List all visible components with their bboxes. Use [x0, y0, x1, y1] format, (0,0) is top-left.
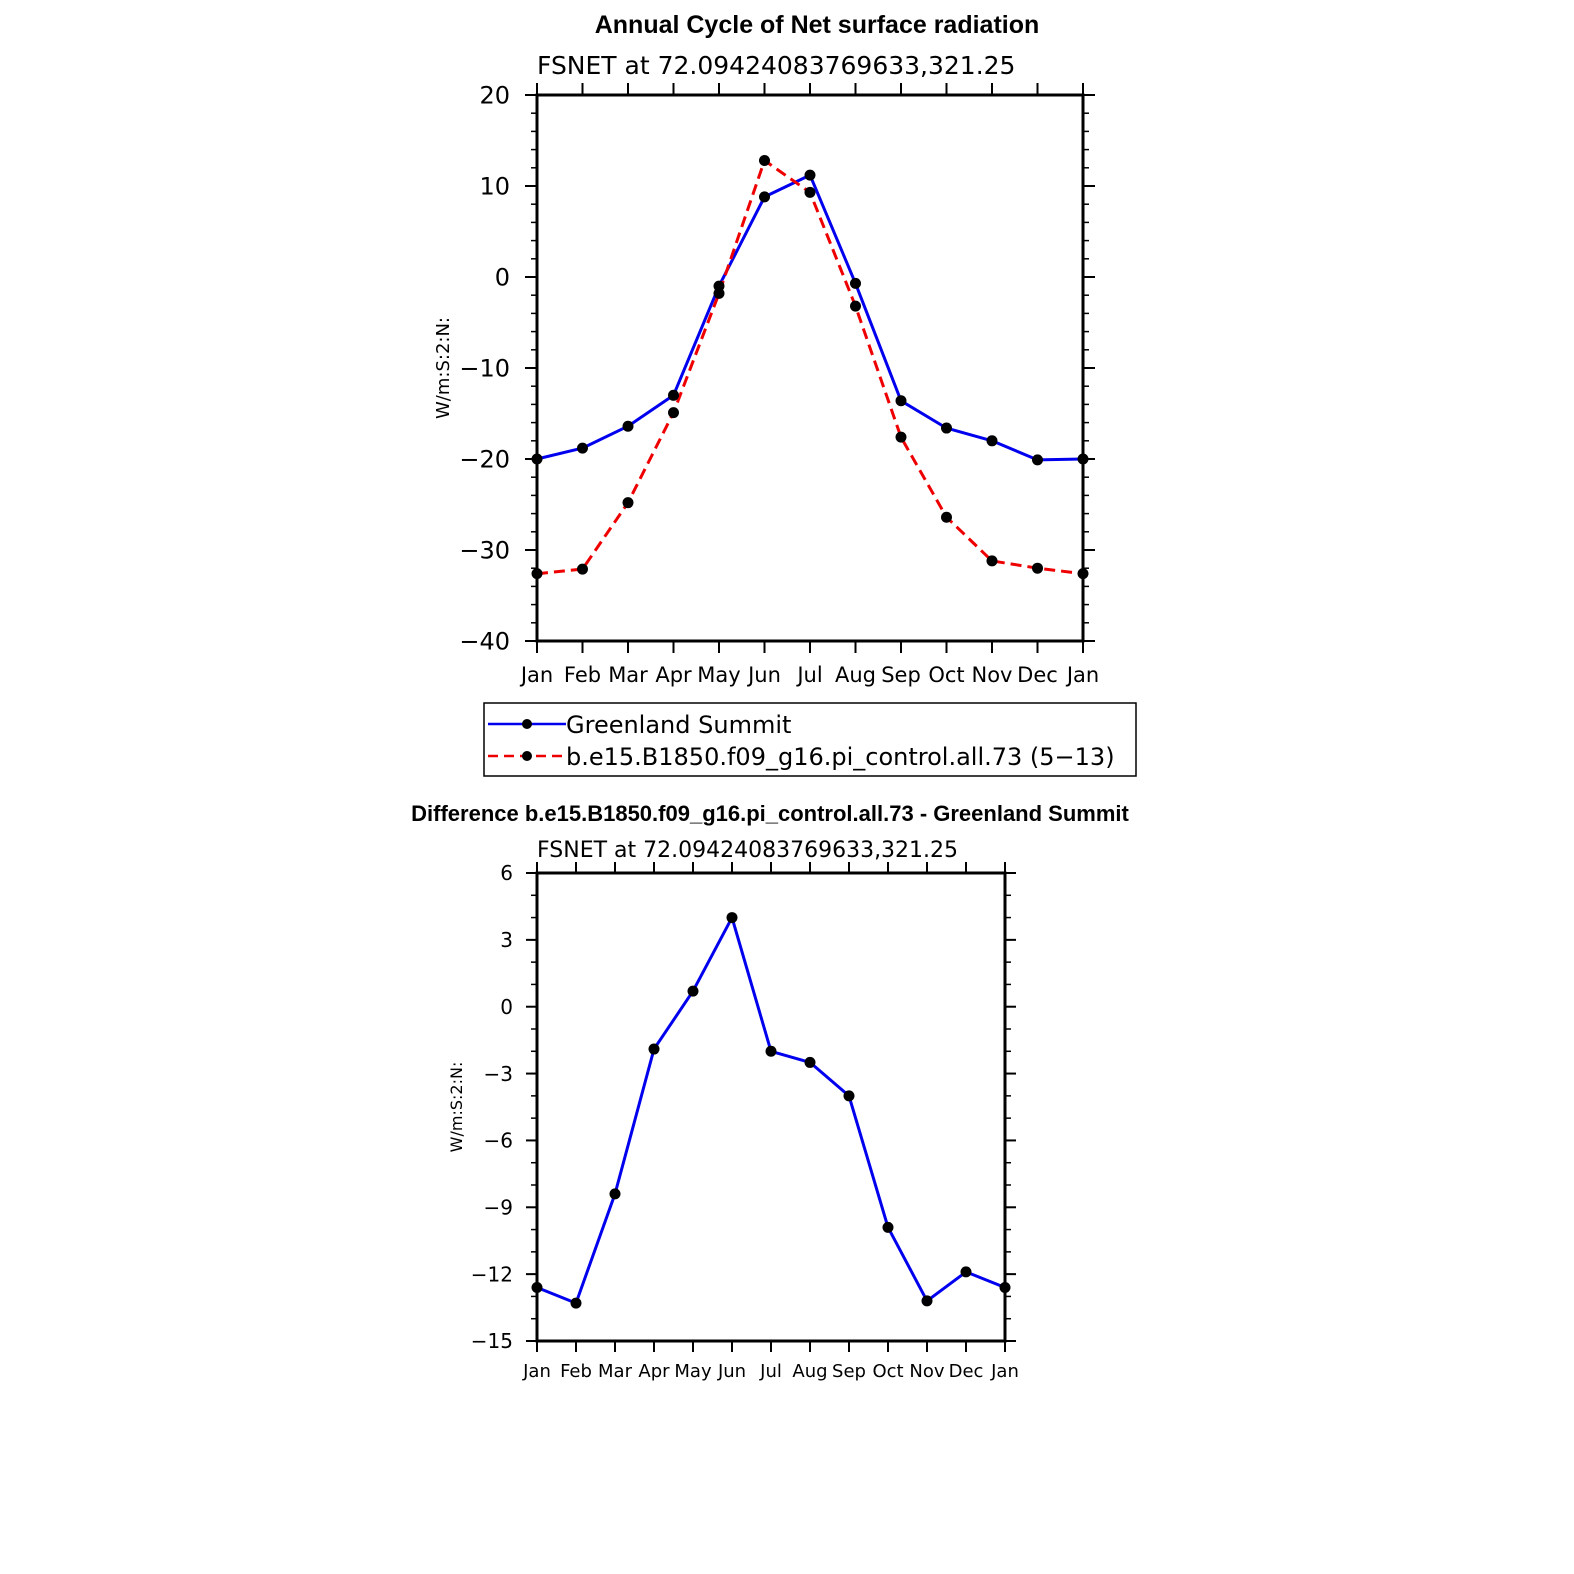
y-tick-label: −40 [459, 627, 510, 656]
series-layer [532, 912, 1011, 1309]
x-tick-label: Feb [560, 1361, 592, 1382]
data-point [668, 390, 679, 401]
x-tick-label: Jan [1066, 663, 1100, 687]
legend-label-1: Greenland Summit [566, 711, 792, 739]
data-point [883, 1222, 894, 1233]
x-tick-label: May [697, 663, 741, 687]
data-point [844, 1090, 855, 1101]
x-tick-label: Nov [971, 663, 1013, 687]
data-point [610, 1188, 621, 1199]
x-tick-label: Sep [881, 663, 921, 687]
series-layer [532, 155, 1089, 579]
y-tick-label: 20 [479, 81, 510, 110]
x-tick-label: Dec [1017, 663, 1058, 687]
data-point [759, 191, 770, 202]
x-tick-label: Oct [928, 663, 965, 687]
x-tick-label: Mar [608, 663, 648, 687]
data-point [805, 170, 816, 181]
chart-title: Annual Cycle of Net surface radiation [594, 11, 1040, 39]
x-tick-label: Aug [792, 1361, 828, 1382]
x-tick-label: Jun [748, 663, 781, 687]
x-tick-label: Jan [523, 1361, 551, 1382]
y-tick-label: −30 [459, 536, 510, 565]
data-point [727, 912, 738, 923]
data-point [623, 421, 634, 432]
x-tick-label: Sep [832, 1361, 866, 1382]
difference-chart [411, 801, 1129, 1382]
legend [484, 703, 1136, 776]
data-point [896, 395, 907, 406]
legend-marker-1 [522, 719, 532, 729]
data-point [987, 555, 998, 566]
x-tick-label: Dec [948, 1361, 984, 1382]
x-tick-label: Feb [563, 663, 602, 687]
data-point [850, 278, 861, 289]
data-point [571, 1298, 582, 1309]
data-point [922, 1295, 933, 1306]
y-axis-label: W/m:S:2:N: [447, 1061, 466, 1153]
x-tick-label: Jul [760, 1361, 782, 1382]
data-point [766, 1046, 777, 1057]
annual-cycle-chart [433, 11, 1099, 687]
data-point [623, 497, 634, 508]
y-tick-label: 0 [500, 994, 513, 1019]
data-point [688, 986, 699, 997]
data-point [1032, 563, 1043, 574]
data-point [577, 443, 588, 454]
data-point [941, 423, 952, 434]
legend-entry-pi-control [488, 743, 1115, 771]
y-tick-label: −15 [470, 1329, 513, 1354]
data-point [759, 155, 770, 166]
y-axis-label: W/m:S:2:N: [433, 317, 454, 419]
data-point [1032, 454, 1043, 465]
plot-frame [537, 873, 1005, 1341]
chart-title: Difference b.e15.B1850.f09_g16.pi_control.all.73 - Greenland Summit [411, 801, 1129, 826]
data-point [714, 288, 725, 299]
data-point [961, 1266, 972, 1277]
y-tick-label: −10 [459, 354, 510, 383]
legend-label-2: b.e15.B1850.f09_g16.pi_control.all.73 (5−13) [566, 743, 1115, 771]
data-point [668, 407, 679, 418]
y-tick-label: −20 [459, 445, 510, 474]
y-tick-label: 6 [500, 861, 513, 886]
y-tick-label: 3 [500, 928, 513, 953]
series-line-1 [537, 175, 1083, 460]
x-tick-labels [522, 1361, 1019, 1382]
y-tick-label: 10 [479, 172, 510, 201]
x-tick-label: Jan [991, 1361, 1019, 1382]
x-tick-label: May [674, 1361, 712, 1382]
x-tick-label: Mar [598, 1361, 632, 1382]
x-tick-label: Jan [520, 663, 554, 687]
data-point [805, 1057, 816, 1068]
x-tick-label: Aug [834, 663, 877, 687]
chart-subtitle: FSNET at 72.09424083769633,321.25 [537, 51, 1016, 80]
x-tick-label: Oct [872, 1361, 904, 1382]
data-point [896, 432, 907, 443]
axis-ticks [525, 83, 1095, 653]
data-point [987, 435, 998, 446]
y-tick-label: −12 [470, 1262, 513, 1287]
y-tick-label: −9 [483, 1195, 513, 1220]
y-tick-label: −3 [483, 1061, 513, 1086]
y-tick-label: 0 [494, 263, 510, 292]
data-point [577, 564, 588, 575]
x-tick-label: Jul [797, 663, 823, 687]
y-tick-labels [459, 82, 510, 656]
y-tick-label: −6 [483, 1128, 513, 1153]
data-point [649, 1044, 660, 1055]
series-line-2 [537, 161, 1083, 574]
data-point [850, 301, 861, 312]
x-tick-labels [519, 663, 1099, 687]
y-tick-labels [471, 861, 513, 1353]
chart-subtitle: FSNET at 72.09424083769633,321.25 [537, 838, 959, 863]
legend-marker-2 [522, 751, 532, 761]
data-point [805, 187, 816, 198]
axis-ticks [526, 862, 1016, 1352]
x-tick-label: Apr [655, 663, 692, 687]
series-line-1 [537, 918, 1005, 1304]
x-tick-label: Nov [909, 1361, 945, 1382]
data-point [941, 512, 952, 523]
x-tick-label: Jun [717, 1361, 747, 1382]
x-tick-label: Apr [638, 1361, 670, 1382]
